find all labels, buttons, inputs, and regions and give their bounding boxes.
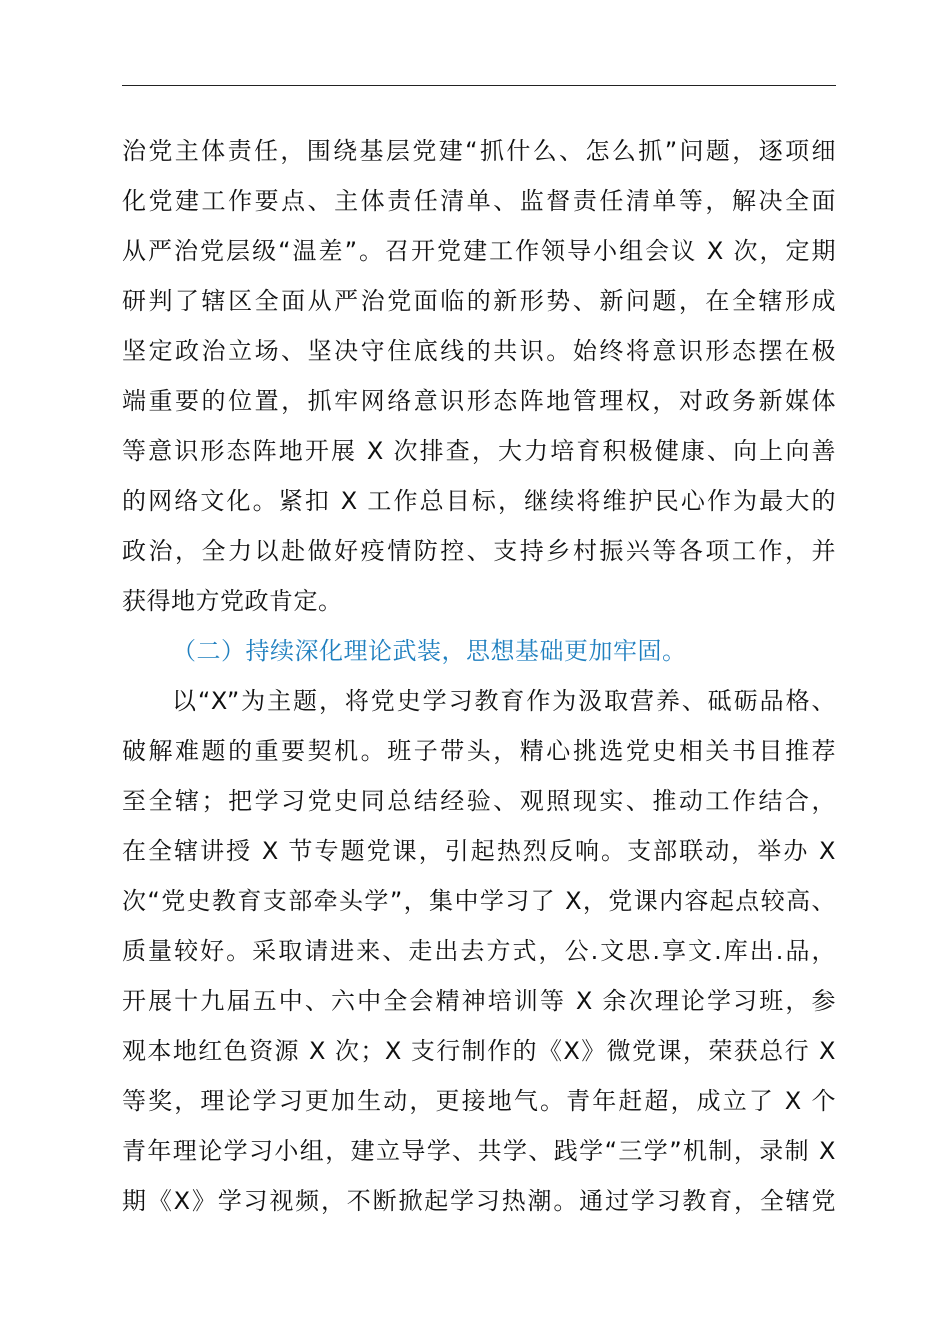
paragraph-2-line-11: 期《X》学习视频，不断掀起学习热潮。通过学习教育，全辖党	[122, 1187, 836, 1215]
paragraph-1-line-10: 获得地方党政肯定。	[122, 587, 343, 615]
paragraph-2-line-5: 次“党史教育支部牵头学”，集中学习了 X，党课内容起点较高、	[122, 887, 836, 915]
paragraph-1-line-3: 从严治党层级“温差”。召开党建工作领导小组会议 X 次，定期	[122, 237, 836, 265]
section-heading: （二）持续深化理论武装，思想基础更加牢固。	[172, 637, 687, 665]
paragraph-1-line-8: 的网络文化。紧扣 X 工作总目标，继续将维护民心作为最大的	[122, 487, 836, 515]
paragraph-1-line-2: 化党建工作要点、主体责任清单、监督责任清单等，解决全面	[122, 187, 836, 215]
paragraph-1-line-5: 坚定政治立场、坚决守住底线的共识。始终将意识形态摆在极	[122, 337, 836, 365]
paragraph-2-line-8: 观本地红色资源 X 次；X 支行制作的《X》微党课，荣获总行 X	[122, 1037, 836, 1065]
paragraph-2-line-1: 以“X”为主题，将党史学习教育作为汲取营养、砥砺品格、	[172, 687, 836, 715]
paragraph-1-line-4: 研判了辖区全面从严治党面临的新形势、新问题，在全辖形成	[122, 287, 836, 315]
paragraph-2-line-4: 在全辖讲授 X 节专题党课，引起热烈反响。支部联动，举办 X	[122, 837, 836, 865]
header-rule	[122, 85, 836, 86]
paragraph-1-line-1: 治党主体责任，围绕基层党建“抓什么、怎么抓”问题，逐项细	[122, 137, 836, 165]
paragraph-2-line-2: 破解难题的重要契机。班子带头，精心挑选党史相关书目推荐	[122, 737, 836, 765]
paragraph-1-line-7: 等意识形态阵地开展 X 次排查，大力培育积极健康、向上向善	[122, 437, 836, 465]
paragraph-1-line-9: 政治，全力以赴做好疫情防控、支持乡村振兴等各项工作，并	[122, 537, 836, 565]
document-body	[122, 126, 836, 1226]
paragraph-2-line-7: 开展十九届五中、六中全会精神培训等 X 余次理论学习班，参	[122, 987, 836, 1015]
paragraph-2-line-9: 等奖，理论学习更加生动，更接地气。青年赶超，成立了 X 个	[122, 1087, 836, 1115]
paragraph-2-line-6: 质量较好。采取请进来、走出去方式，公.文思.享文.库出.品，	[122, 937, 836, 965]
paragraph-2-line-10: 青年理论学习小组，建立导学、共学、践学“三学”机制，录制 X	[122, 1137, 836, 1165]
paragraph-1-line-6: 端重要的位置，抓牢网络意识形态阵地管理权，对政务新媒体	[122, 387, 836, 415]
paragraph-2-line-3: 至全辖；把学习党史同总结经验、观照现实、推动工作结合，	[122, 787, 836, 815]
